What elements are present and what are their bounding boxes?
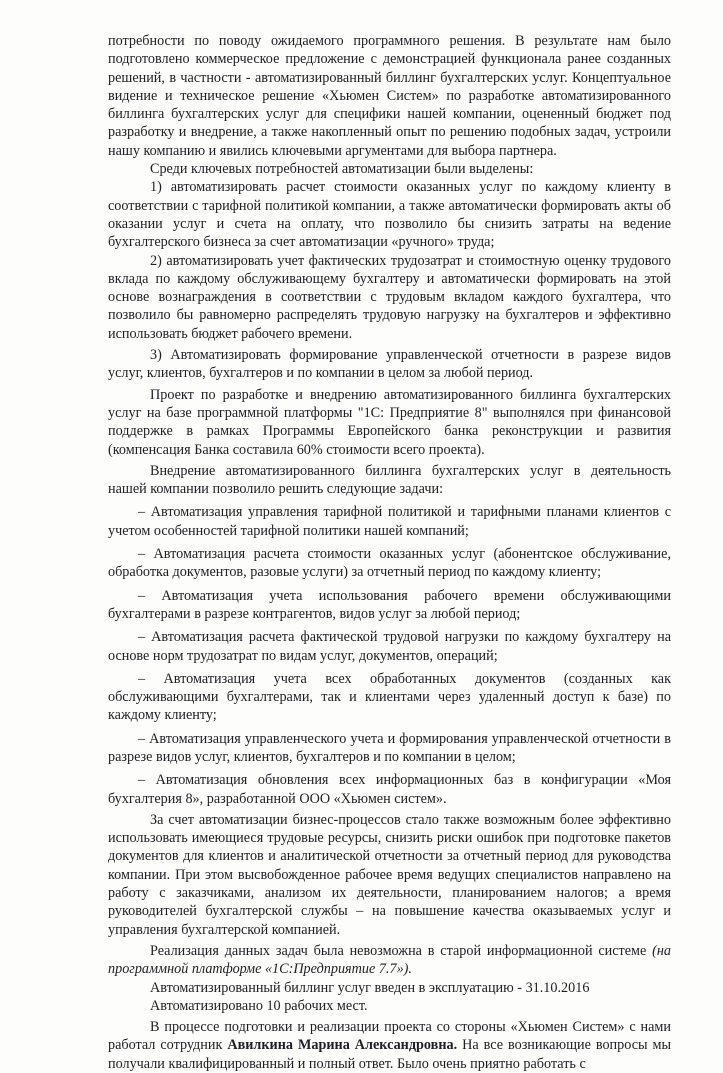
paragraph-results: За счет автоматизации бизнес-процессов стало также возможным более эффективно использовать имеющиеся трудовые ресурсы, снизить риски ошибок при подготовке пакетов документов для клиентов и аналитической отчетности за отчетный период для руководства компании. При этом высвобожденное рабочее время ведущих специалистов направлено на работу с заказчиками, анализом их деятельности, планированием налогов; а время руководителей бухгалтерской службы – на повышение качества оказываемых услуг и управления бухгалтерской компанией. (108, 811, 671, 938)
paragraph-needs-heading: Среди ключевых потребностей автоматизации были выделены: (150, 161, 534, 178)
paragraph-employee (108, 1018, 671, 1073)
paragraph-project: Проект по разработке и внедрению автоматизированного биллинга бухгалтерских услуг на базе программной платформы "1С: Предприятие 8" выполнялся при финансовой поддержке в рамках Программы Европейского банка реконструкции и развития (компенсация Банка составила 60% стоимости всего проекта). (108, 386, 671, 458)
paragraph-workplaces: Автоматизировано 10 рабочих мест. (150, 997, 368, 1014)
task-item-7: – Автоматизация обновления всех информационных баз в конфигурации «Моя бухгалтерия 8», разработанной ООО «Хьюмен систем». (108, 772, 671, 807)
task-item-5: – Автоматизация учета всех обработанных документов (созданных как обслуживающими бухгалтерами, так и клиентами через удаленный доступ к базе) по каждому клиенту; (108, 670, 671, 724)
task-item-4: – Автоматизация расчета фактической трудовой нагрузки по каждому бухгалтеру на основе норм трудозатрат по видам услуг, документов, операций; (108, 629, 671, 664)
paragraph-intro: потребности по поводу ожидаемого программного решения. В результате нам было подготовлено коммерческое предложение с демонстрацией функционала ранее созданных решений, в частности - автоматизированный биллинг бухгалтерских услуг. Концептуальное видение и техническое решение «Хьюмен Систем» по разработке автоматизированного биллинга бухгалтерских услуг для специфики нашей компании, оцененный бюджет под разработку и внедрение, а также накопленный опыт по решению подобных задач, устроили нашу компанию и явились ключевыми аргументами для выбора партнера. (108, 33, 671, 159)
employee-text-end: На все возникающие вопросы мы получали квалифицированный и полный ответ. Было очень приятно работать с (108, 1037, 672, 1072)
paragraph-tasks-heading: Внедрение автоматизированного биллинга бухгалтерских услуг в деятельность нашей компании позволило решить следующие задачи: (108, 462, 671, 498)
task-item-6: – Автоматизация управленческого учета и формирования управленческой отчетности в разрезе видов услуг, клиентов, бухгалтеров и по компании в целом; (108, 730, 671, 765)
task-item-1: – Автоматизация управления тарифной политикой и тарифными планами клиентов с учетом особенностей тарифной политики нашей компаний; (108, 504, 671, 539)
paragraph-old-system (108, 942, 671, 979)
numbered-item-1: 1) автоматизировать расчет стоимости оказанных услуг по каждому клиенту в соответствии с тарифной политикой компании, а также автоматически формировать акты об оказании услуг и счета на оплату, что позволило бы снизить затраты на ведение бухгалтерского бизнеса за счет автоматизации «ручного» труда; (108, 179, 671, 251)
paragraph-launch-date: Автоматизированный биллинг услуг введен в эксплуатацию - 31.10.2016 (150, 979, 590, 996)
old-system-platform: (на программной платформе «1С:Предприятие 7.7»). (108, 942, 671, 978)
task-item-2: – Автоматизация расчета стоимости оказанных услуг (абонентское обслуживание, обработка документов, разовые услуги) за отчетный период по каждому клиенту; (108, 546, 671, 581)
numbered-item-2: 2) автоматизировать учет фактических трудозатрат и стоимостную оценку трудового вклада по каждому обслуживающему бухгалтеру и автоматически формировать на этой основе вознаграждения в соответствии с трудовым вкладом каждого бухгалтера, что позволило бы равномерно распределять трудовую нагрузку на бухгалтеров и эффективно использовать бюджет рабочего времени. (108, 252, 671, 342)
numbered-item-3: 3) Автоматизировать формирование управленческой отчетности в разрезе видов услуг, клиентов, бухгалтеров и по компании в целом за любой период. (108, 347, 671, 382)
task-item-3: – Автоматизация учета использования рабочего времени обслуживающими бухгалтерами в разрезе контрагентов, видов услуг за любой период; (108, 587, 671, 622)
employee-name: Авилкина Марина Александровна. (227, 1037, 458, 1054)
old-system-text: Реализация данных задач была невозможна в старой информационной системе (150, 942, 653, 959)
employee-text-start: В процессе подготовки и реализации проекта со стороны «Хьюмен Систем» с нами работал сотрудник (108, 1019, 671, 1054)
